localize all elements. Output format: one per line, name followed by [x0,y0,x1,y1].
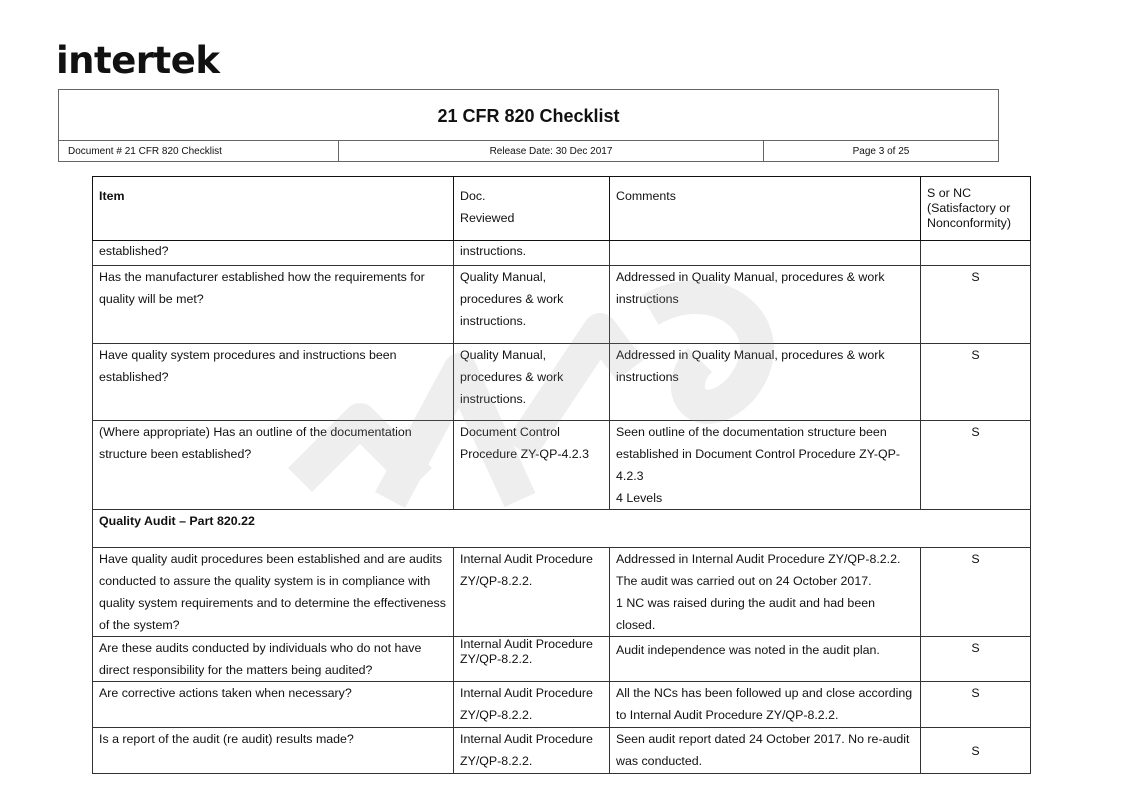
item-cell: Are these audits conducted by individuals who do not have direct responsibility for the matters being audited? [93,637,454,682]
column-header-result-line1: S or NC [927,186,972,200]
document-header [58,89,999,162]
column-header-result [921,177,1031,241]
column-header-doc-line2: Reviewed [460,211,515,225]
column-header-result-line3: Nonconformity) [927,216,1012,230]
document-number: Document # 21 CFR 820 Checklist [59,141,339,161]
page-title: 21 CFR 820 Checklist [437,106,620,126]
comment-text: Addressed in Internal Audit Procedure ZY/QP-8.2.2. [616,552,901,566]
table-header-row [93,177,1031,241]
comment-cell: Seen audit report dated 24 October 2017. No re-audit was conducted. [610,728,921,774]
doc-cell: Quality Manual, procedures & work instructions. [454,344,610,421]
table-row [93,266,1031,344]
result-cell: S [921,682,1031,728]
item-cell: Have quality audit procedures been established and are audits conducted to assure the quality system is in compliance with quality system requirements and to determine the effectiveness of the system? [93,548,454,637]
table-row [93,682,1031,728]
column-header-comments: Comments [610,177,921,241]
result-cell: S [921,344,1031,421]
column-header-result-line2: (Satisfactory or [927,201,1011,215]
doc-cell: Internal Audit Procedure ZY/QP-8.2.2. [454,548,610,637]
item-cell: (Where appropriate) Has an outline of the documentation structure been established? [93,421,454,510]
result-cell: S [921,637,1031,682]
comment-text: Seen outline of the documentation structure been established in Document Control Procedure ZY-QP-4.2.3 [616,425,900,483]
comment-cell: Addressed in Quality Manual, procedures & work instructions [610,266,921,344]
item-cell: established? [93,241,454,266]
item-cell: Is a report of the audit (re audit) results made? [93,728,454,774]
item-cell: Are corrective actions taken when necessary? [93,682,454,728]
result-cell: S [921,266,1031,344]
checklist-table [92,176,1031,774]
comment-text: 1 NC was raised during the audit and had been closed. [616,596,875,632]
comment-cell [610,421,921,510]
item-cell: Have quality system procedures and instructions been established? [93,344,454,421]
item-cell: Has the manufacturer established how the requirements for quality will be met? [93,266,454,344]
table-row [93,421,1031,510]
table-row [93,548,1031,637]
result-cell: S [921,421,1031,510]
comment-cell: Audit independence was noted in the audit plan. [610,637,921,682]
column-header-doc [454,177,610,241]
comment-cell [610,548,921,637]
release-date: Release Date: 30 Dec 2017 [339,141,764,161]
column-header-item: Item [93,177,454,241]
section-title: Quality Audit – Part 820.22 [93,510,1031,548]
table-row [93,728,1031,774]
table-row [93,637,1031,682]
doc-cell: Internal Audit Procedure ZY/QP-8.2.2. [454,682,610,728]
table-row [93,241,1031,266]
result-cell [921,241,1031,266]
result-cell: S [921,728,1031,774]
intertek-logo: intertek [56,39,220,82]
comment-text: The audit was carried out on 24 October 2017. [616,574,872,588]
comment-cell: Addressed in Quality Manual, procedures & work instructions [610,344,921,421]
doc-cell: Internal Audit Procedure ZY/QP-8.2.2. [454,728,610,774]
section-header-row [93,510,1031,548]
doc-cell: Quality Manual, procedures & work instructions. [454,266,610,344]
comment-cell: All the NCs has been followed up and close according to Internal Audit Procedure ZY/QP-8.2.2. [610,682,921,728]
page-number: Page 3 of 25 [852,145,910,157]
result-cell: S [921,548,1031,637]
comment-text: 4 Levels [616,491,663,505]
doc-cell: Document Control Procedure ZY-QP-4.2.3 [454,421,610,510]
header-meta-row [59,140,998,161]
table-row [93,344,1031,421]
column-header-doc-line1: Doc. [460,189,486,203]
doc-cell: instructions. [454,241,610,266]
comment-cell [610,241,921,266]
doc-cell: Internal Audit Procedure ZY/QP-8.2.2. [454,637,610,682]
